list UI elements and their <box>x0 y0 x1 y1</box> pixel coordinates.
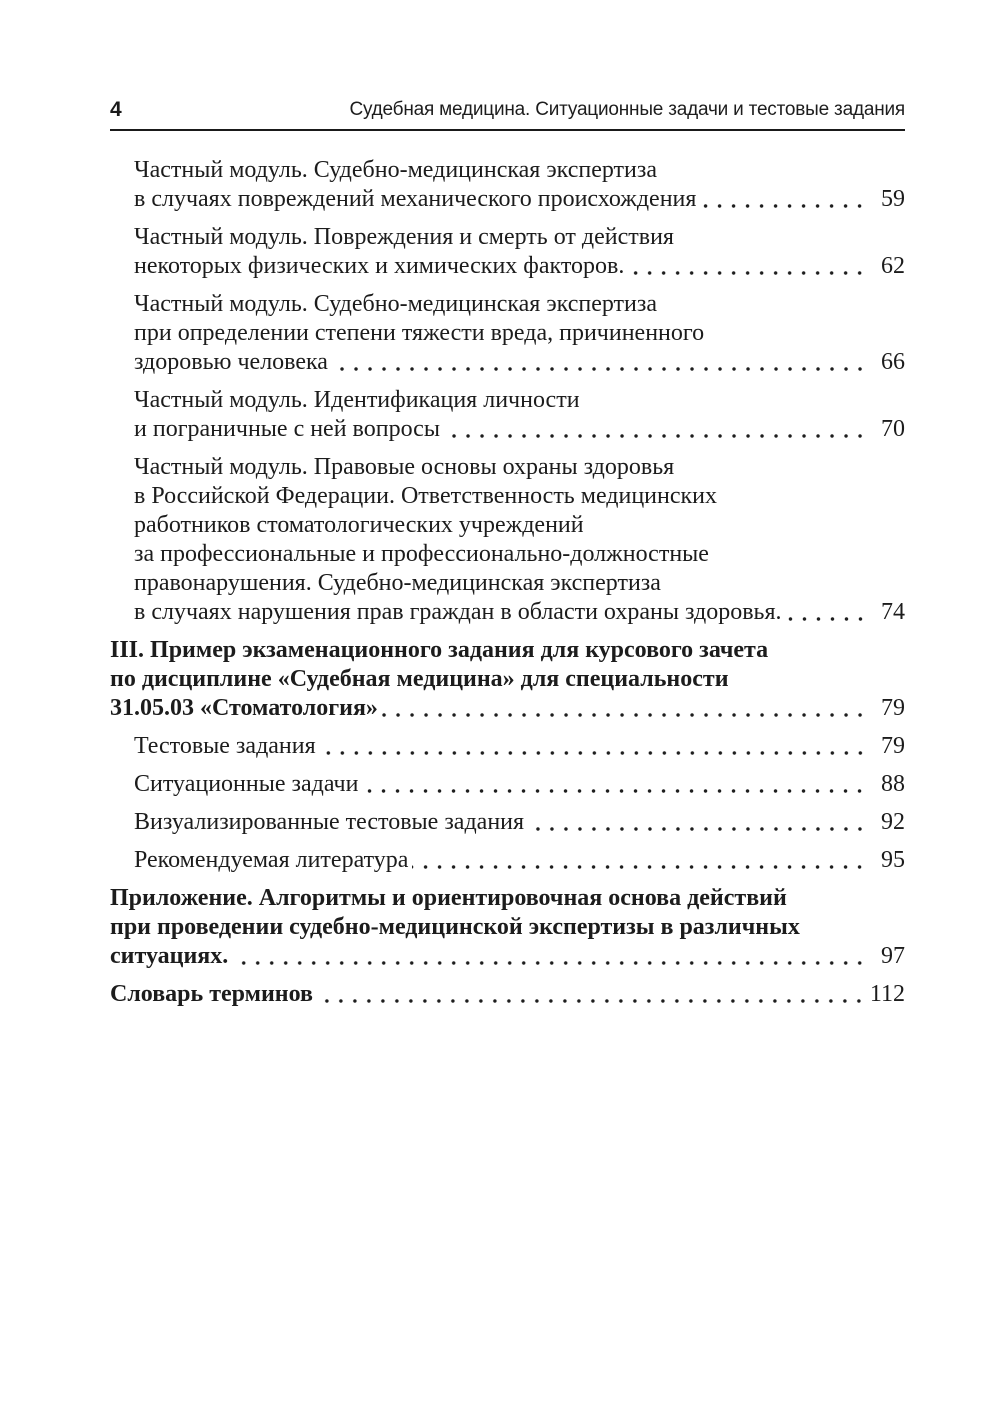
toc-entry-line <box>134 252 905 281</box>
toc-entry <box>110 386 905 444</box>
table-of-contents <box>110 156 905 1009</box>
dot-leader <box>412 846 868 875</box>
dot-leader <box>628 252 868 281</box>
dot-leader <box>317 980 867 1009</box>
dot-leader <box>700 185 868 214</box>
toc-entry-text: при проведении судебно-медицинской экспертизы в различных <box>110 914 800 940</box>
toc-entry-text: Приложение. Алгоритмы и ориентировочная основа действий <box>110 885 787 911</box>
toc-entry-line <box>110 942 905 971</box>
dot-leader <box>332 348 868 377</box>
toc-entry-line <box>134 223 905 252</box>
toc-entry-line <box>134 540 905 569</box>
toc-entry-line <box>134 511 905 540</box>
toc-entry-text: Тестовые задания <box>134 733 316 759</box>
toc-page-number: 66 <box>881 349 905 375</box>
toc-page-number: 79 <box>881 733 905 759</box>
toc-entry-line <box>134 732 905 761</box>
toc-entry-line <box>134 846 905 875</box>
toc-entry-text: Словарь терминов <box>110 981 313 1007</box>
toc-entry-line <box>134 808 905 837</box>
toc-entry-text: в случаях повреждений механического происхождения <box>134 186 697 212</box>
toc-entry-line <box>134 348 905 377</box>
toc-entry-line <box>134 598 905 627</box>
toc-page-number: 74 <box>881 599 905 625</box>
toc-entry-text: и пограничные с ней вопросы <box>134 416 440 442</box>
toc-entry-text: по дисциплине «Судебная медицина» для специальности <box>110 666 729 692</box>
toc-entry-text: Ситуационные задачи <box>134 771 359 797</box>
toc-entry-text: ситуациях. <box>110 943 229 969</box>
toc-entry-line <box>134 290 905 319</box>
toc-entry-text: некоторых физических и химических факторов. <box>134 253 625 279</box>
toc-page-number: 97 <box>881 943 905 969</box>
toc-entry <box>110 980 905 1009</box>
toc-page-number: 62 <box>881 253 905 279</box>
toc-entry-line <box>134 453 905 482</box>
dot-leader <box>320 732 868 761</box>
toc-entry-text: 31.05.03 «Стоматология» <box>110 695 378 721</box>
header-page-number: 4 <box>110 98 122 121</box>
dot-leader <box>444 415 868 444</box>
toc-entry-text: Частный модуль. Идентификация личности <box>134 387 580 413</box>
toc-entry-text: Рекомендуемая литература <box>134 847 409 873</box>
toc-entry-text: здоровью человека <box>134 349 328 375</box>
toc-entry <box>110 636 905 723</box>
toc-entry-line <box>110 665 905 694</box>
toc-entry-text: правонарушения. Судебно-медицинская экспертиза <box>134 570 661 596</box>
toc-entry-text: при определении степени тяжести вреда, причиненного <box>134 320 705 346</box>
dot-leader <box>362 770 868 799</box>
toc-entry-line <box>134 482 905 511</box>
toc-page-number: 92 <box>881 809 905 835</box>
toc-entry-line <box>134 185 905 214</box>
toc-entry-text: за профессиональные и профессионально-должностные <box>134 541 709 567</box>
toc-page-number: 95 <box>881 847 905 873</box>
toc-entry-line <box>110 980 905 1009</box>
toc-entry-line <box>134 569 905 598</box>
toc-entry <box>110 453 905 627</box>
toc-entry-line <box>134 319 905 348</box>
toc-entry-line <box>110 694 905 723</box>
header-running-title: Судебная медицина. Ситуационные задачи и тестовые задания <box>349 99 905 120</box>
header-rule <box>110 129 905 131</box>
toc-entry-line <box>110 913 905 942</box>
toc-entry-text: Частный модуль. Судебно-медицинская экспертиза <box>134 291 657 317</box>
dot-leader <box>232 942 868 971</box>
toc-entry-text: в Российской Федерации. Ответственность медицинских <box>134 483 718 509</box>
toc-entry <box>110 846 905 875</box>
toc-entry <box>110 808 905 837</box>
toc-entry-text: III. Пример экзаменационного задания для курсового зачета <box>110 637 769 663</box>
toc-page-number: 70 <box>881 416 905 442</box>
toc-page-number: 59 <box>881 186 905 212</box>
toc-entry-line <box>134 415 905 444</box>
toc-page-number: 79 <box>881 695 905 721</box>
toc-entry-line <box>110 884 905 913</box>
toc-entry <box>110 770 905 799</box>
toc-entry-line <box>134 770 905 799</box>
dot-leader <box>382 694 868 723</box>
toc-entry-text: Частный модуль. Повреждения и смерть от действия <box>134 224 674 250</box>
toc-entry-text: Визуализированные тестовые задания <box>134 809 525 835</box>
toc-entry <box>110 223 905 281</box>
toc-entry-line <box>134 156 905 185</box>
toc-entry-line <box>134 386 905 415</box>
toc-entry-text: Частный модуль. Судебно-медицинская экспертиза <box>134 157 657 183</box>
page-header <box>110 0 905 121</box>
toc-entry <box>110 290 905 377</box>
toc-entry <box>110 732 905 761</box>
toc-entry-text: в случаях нарушения прав граждан в области охраны здоровья. <box>134 599 782 625</box>
toc-entry <box>110 156 905 214</box>
toc-entry-text: работников стоматологических учреждений <box>134 512 584 538</box>
dot-leader <box>786 598 868 627</box>
toc-entry-text: Частный модуль. Правовые основы охраны здоровья <box>134 454 675 480</box>
toc-entry <box>110 884 905 971</box>
toc-entry-line <box>110 636 905 665</box>
dot-leader <box>528 808 868 837</box>
toc-page-number: 112 <box>869 981 905 1007</box>
toc-page-number: 88 <box>881 771 905 797</box>
